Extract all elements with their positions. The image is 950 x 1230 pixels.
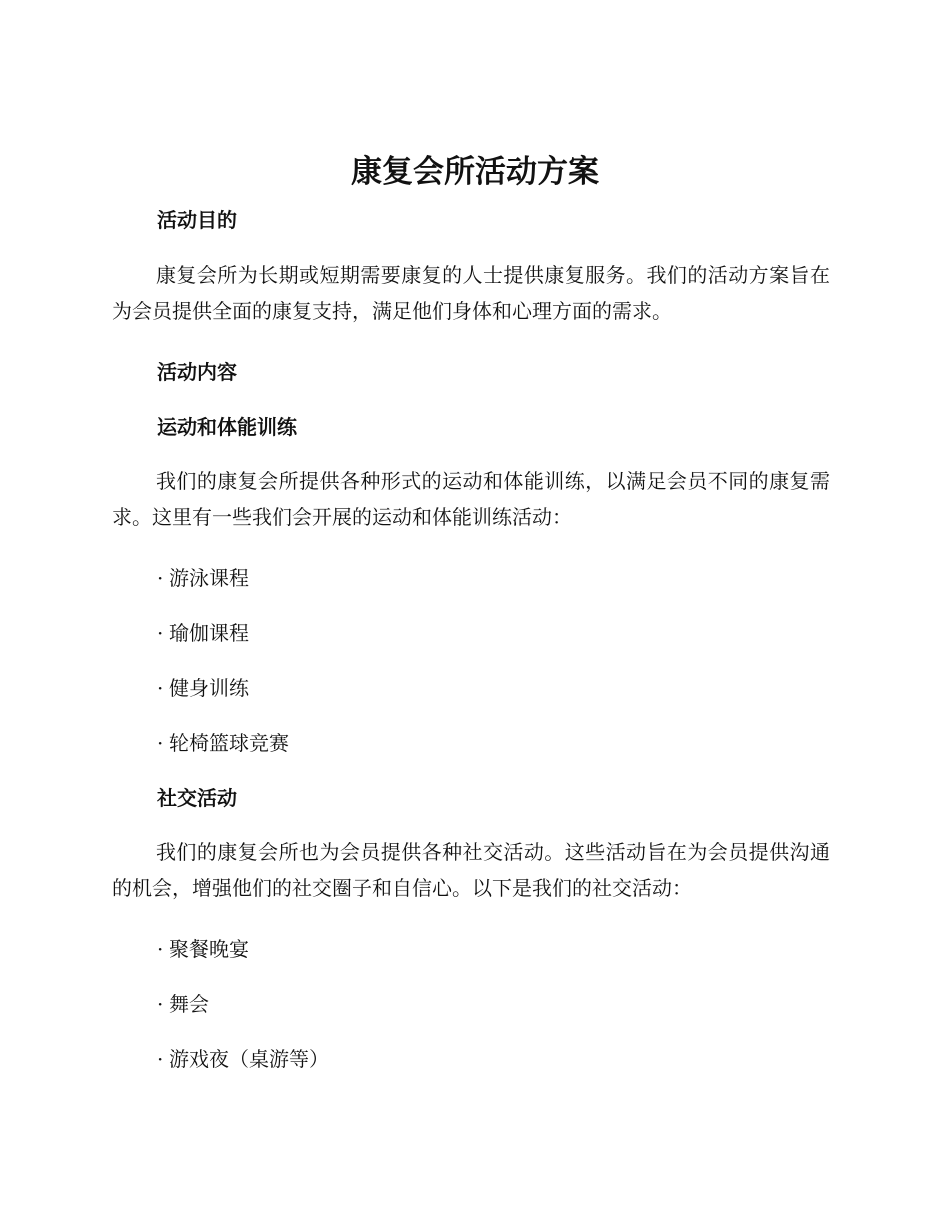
heading-purpose: 活动目的 — [157, 208, 237, 232]
list-item-label: 健身训练 — [169, 676, 249, 700]
list-item-label: 舞会 — [169, 992, 209, 1016]
bullet-icon: · — [157, 566, 164, 590]
list-item-label: 游戏夜（桌游等） — [169, 1047, 329, 1071]
heading-content: 活动内容 — [157, 360, 237, 384]
list-item — [157, 1044, 329, 1074]
bullet-icon: · — [157, 1047, 164, 1071]
paragraph-purpose: 康复会所为长期或短期需要康复的人士提供康复服务。我们的活动方案旨在为会员提供全面的康复支持，满足他们身体和心理方面的需求。 — [112, 263, 830, 323]
bullet-icon: · — [157, 621, 164, 645]
document-title: 康复会所活动方案 — [351, 154, 599, 190]
heading-social: 社交活动 — [157, 786, 237, 810]
list-item — [157, 728, 289, 758]
bullet-icon: · — [157, 992, 164, 1016]
list-item-label: 游泳课程 — [169, 566, 249, 590]
list-item-label: 聚餐晚宴 — [169, 937, 249, 961]
heading-exercise: 运动和体能训练 — [157, 415, 297, 439]
bullet-icon: · — [157, 937, 164, 961]
list-item — [157, 934, 249, 964]
paragraph-exercise: 我们的康复会所提供各种形式的运动和体能训练，以满足会员不同的康复需求。这里有一些我们会开展的运动和体能训练活动： — [112, 469, 830, 529]
list-item — [157, 673, 249, 703]
paragraph-social: 我们的康复会所也为会员提供各种社交活动。这些活动旨在为会员提供沟通的机会，增强他们的社交圈子和自信心。以下是我们的社交活动： — [112, 840, 830, 900]
bullet-icon: · — [157, 676, 164, 700]
list-item-label: 轮椅篮球竞赛 — [169, 731, 289, 755]
list-item — [157, 563, 249, 593]
list-item — [157, 618, 249, 648]
bullet-icon: · — [157, 731, 164, 755]
list-item — [157, 989, 209, 1019]
list-item-label: 瑜伽课程 — [169, 621, 249, 645]
